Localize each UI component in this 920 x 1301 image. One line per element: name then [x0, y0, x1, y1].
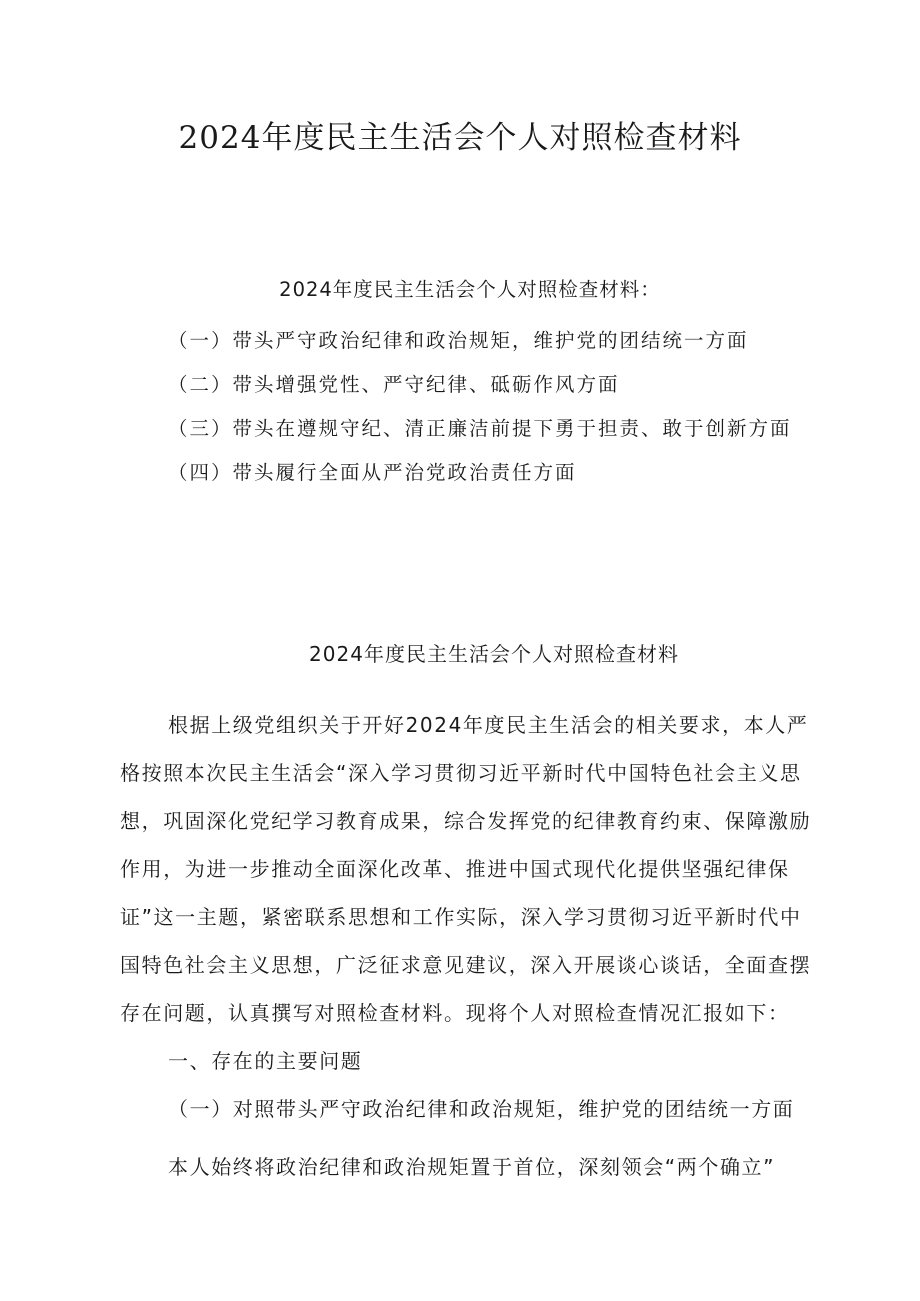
- toc-heading: 2024年度民主生活会个人对照检查材料：: [279, 278, 661, 301]
- body-heading: 2024年度民主生活会个人对照检查材料: [309, 642, 679, 666]
- body-section: [120, 640, 820, 1191]
- toc-item-1: （一）带头严守政治纪律和政治规矩，维护党的团结统一方面: [168, 329, 749, 352]
- toc-item-2: （二）带头增强党性、严守纪律、砥砺作风方面: [168, 373, 620, 396]
- body-paragraph: 本人始终将政治纪律和政治规矩置于首位，深刻领会“两个确立”: [168, 1155, 776, 1179]
- toc-block: [120, 277, 820, 501]
- toc-item-4: （四）带头履行全面从严治党政治责任方面: [168, 461, 577, 484]
- subsection-one-heading: （一）对照带头严守政治纪律和政治规矩，维护党的团结统一方面: [168, 1097, 795, 1121]
- section-one-heading: 一、存在的主要问题: [168, 1049, 363, 1073]
- toc-item-3: （三）带头在遵规守纪、清正廉洁前提下勇于担责、敢于创新方面: [168, 417, 792, 440]
- intro-paragraph: 根据上级党组织关于开好2024年度民主生活会的相关要求，本人严格按照本次民主生活会“深入学习贯彻习近平新时代中国特色社会主义思想，巩固深化党纪学习教育成果，综合发挥党的纪律教育约束、保障激励作用，为进一步推动全面深化改革、推进中国式现代化提供坚强纪律保证”这一主题，紧密联系思想和工作实际，深入学习贯彻习近平新时代中国特色社会主义思想，广泛征求意见建议，深入开展谈心谈话，全面查摆存在问题，认真撰写对照检查材料。现将个人对照检查情况汇报如下：: [120, 713, 812, 1025]
- document-title: 2024年度民主生活会个人对照检查材料: [178, 120, 742, 156]
